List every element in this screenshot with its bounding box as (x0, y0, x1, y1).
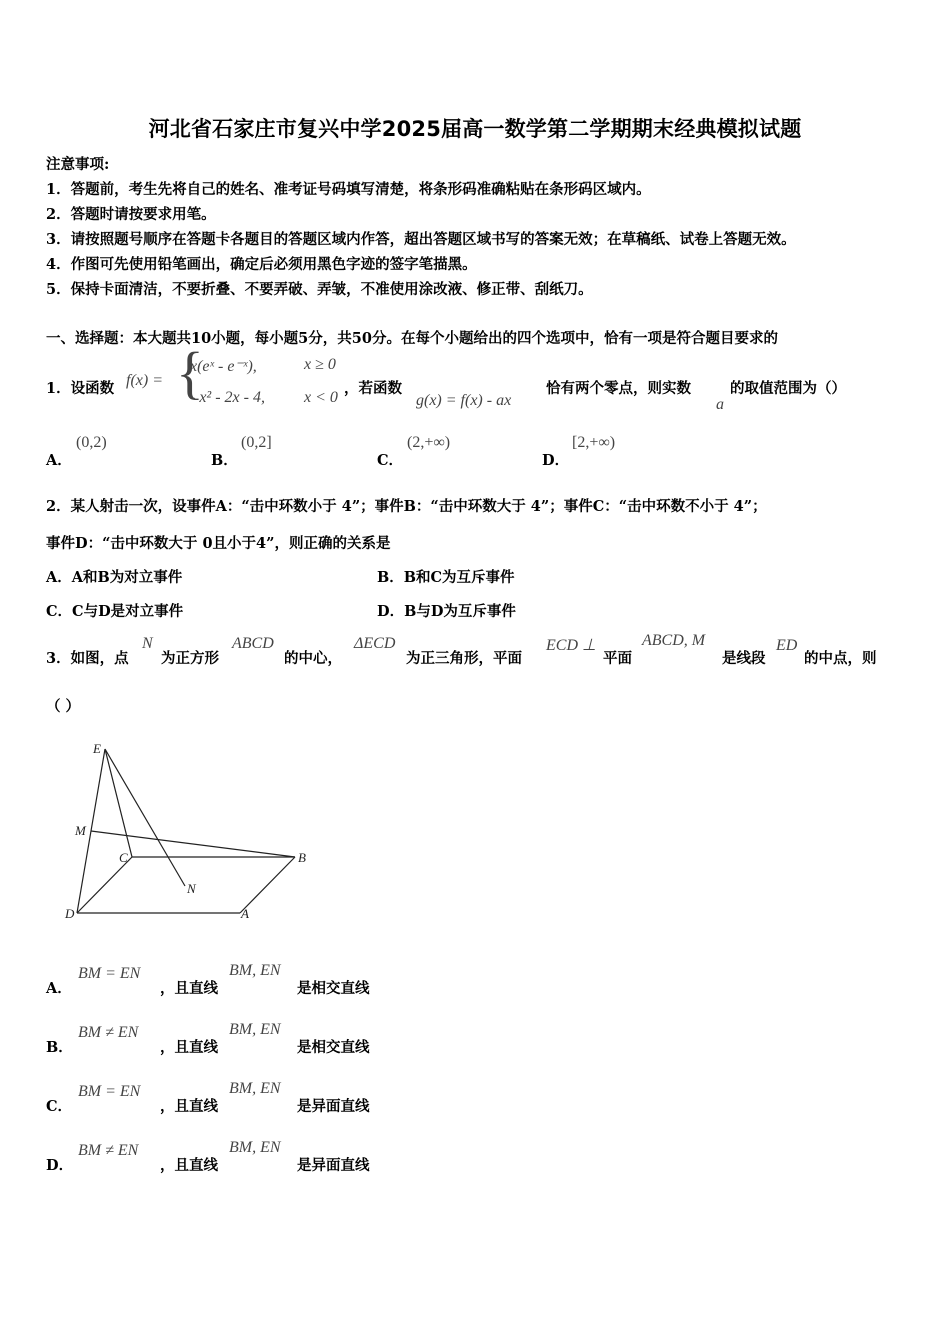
q3-option-text: 是相交直线 (297, 1039, 370, 1056)
q3-answer-paren: （ ） (46, 698, 81, 715)
notice-item: 1．答题前，考生先将自己的姓名、准考证号码填写清楚，将条形码准确粘贴在条形码区域内。 (46, 181, 651, 198)
q1-text: ，若函数 (344, 380, 402, 397)
figure-label-D: D (65, 906, 75, 921)
q3-option-text: ，且直线 (160, 1039, 218, 1056)
q1-fx: f(x) = (126, 372, 163, 389)
q1-option-math: (0,2) (76, 434, 107, 451)
q3-text: 为正方形 (161, 650, 219, 667)
q2-line: 2．某人射击一次，设事件A：“击中环数小于 4”；事件B：“击中环数大于 4”；事件C：“击中环数不小于 4”； (46, 498, 767, 515)
q3-option-label: D． (46, 1157, 74, 1174)
q3-option-text: 是异面直线 (297, 1157, 370, 1174)
q3-text: 是线段 (722, 650, 766, 667)
q1-option-label: A． (46, 452, 72, 469)
q3-math: ABCD (232, 635, 274, 652)
notice-item: 4．作图可先使用铅笔画出，确定后必须用黑色字迹的签字笔描黑。 (46, 256, 477, 273)
q3-option-pair: BM, EN (229, 1080, 281, 1097)
q1-gx: g(x) = f(x) - ax (416, 392, 512, 409)
section-heading: 一、选择题：本大题共10小题，每小题5分，共50分。在每个小题给出的四个选项中，恰有一项是符合题目要求的 (46, 330, 778, 347)
edge-EC (105, 749, 132, 857)
q1-case2-cond: x < 0 (304, 389, 338, 406)
q3-math: ED (776, 637, 798, 654)
notice-item: 3．请按照题号顺序在答题卡各题目的答题区域内作答，超出答题区域书写的答案无效；在草稿纸、试卷上答题无效。 (46, 231, 796, 248)
q3-option-pair: BM, EN (229, 1139, 281, 1156)
q1-number: 1．设函数 (46, 380, 115, 397)
notice-item: 2．答题时请按要求用笔。 (46, 206, 216, 223)
q3-option-label: B． (46, 1039, 73, 1056)
q3-option-text: 是相交直线 (297, 980, 370, 997)
q1-option-label: B． (211, 452, 238, 469)
notice-heading: 注意事项: (46, 156, 110, 173)
figure-label-E: E (93, 741, 101, 756)
q3-text: 平面 (603, 650, 632, 667)
q1-option-label: D． (542, 452, 570, 469)
page-title: 河北省石家庄市复兴中学2025届高一数学第二学期期末经典模拟试题 (148, 117, 802, 141)
q3-option-pair: BM, EN (229, 962, 281, 979)
q3-option-math: BM ≠ EN (78, 1024, 139, 1041)
q3-option-label: A． (46, 980, 72, 997)
q3-text: 的中心， (284, 650, 342, 667)
q2-option: A．A和B为对立事件 (46, 569, 183, 586)
q1-case2-expr: - x² - 2x - 4, (190, 389, 265, 406)
q2-option: D．B与D为互斥事件 (377, 603, 516, 620)
q1-text: 恰有两个零点，则实数 (546, 380, 691, 397)
q1-brace: { (176, 340, 204, 405)
q3-text: 为正三角形，平面 (406, 650, 522, 667)
q1-option-math: (0,2] (241, 434, 272, 451)
q2-option: C．C与D是对立事件 (46, 603, 184, 620)
q3-option-text: ，且直线 (160, 1098, 218, 1115)
q3-option-label: C． (46, 1098, 73, 1115)
q3-option-text: ，且直线 (160, 1157, 218, 1174)
edge-EN (105, 749, 185, 886)
q3-option-math: BM = EN (78, 1083, 141, 1100)
q2-option: B．B和C为互斥事件 (377, 569, 515, 586)
q3-math: N (142, 635, 153, 652)
q3-math: ΔECD (354, 635, 396, 652)
notice-item: 5．保持卡面清洁，不要折叠、不要弄破、弄皱，不准使用涂改液、修正带、刮纸刀。 (46, 281, 593, 298)
q1-option-label: C． (377, 452, 404, 469)
q3-option-math: BM = EN (78, 965, 141, 982)
figure-label-B: B (298, 850, 306, 865)
q3-math: ECD ⊥ (546, 637, 596, 654)
q3-option-text: ，且直线 (160, 980, 218, 997)
figure-label-M: M (75, 823, 86, 838)
q3-geometry-figure (55, 735, 325, 930)
q1-option-math: [2,+∞) (572, 434, 616, 451)
q1-option-math: (2,+∞) (407, 434, 451, 451)
figure-label-N: N (187, 881, 196, 896)
q3-math: ABCD, M (642, 632, 706, 649)
q3-option-math: BM ≠ EN (78, 1142, 139, 1159)
q3-text: 的中点，则 (804, 650, 877, 667)
q3-text: 3．如图，点 (46, 650, 129, 667)
edge-BA (240, 857, 295, 913)
q3-option-pair: BM, EN (229, 1021, 281, 1038)
figure-label-C: C (119, 850, 128, 865)
q2-line: 事件D：“击中环数大于 0且小于4”，则正确的关系是 (46, 535, 391, 552)
q1-var: a (716, 396, 724, 413)
q1-text: 的取值范围为（） (730, 380, 846, 397)
q1-case1-expr: x(eˣ - e⁻ˣ), (190, 358, 257, 375)
q1-case1-cond: x ≥ 0 (304, 356, 336, 373)
q3-option-text: 是异面直线 (297, 1098, 370, 1115)
figure-label-A: A (241, 906, 249, 921)
